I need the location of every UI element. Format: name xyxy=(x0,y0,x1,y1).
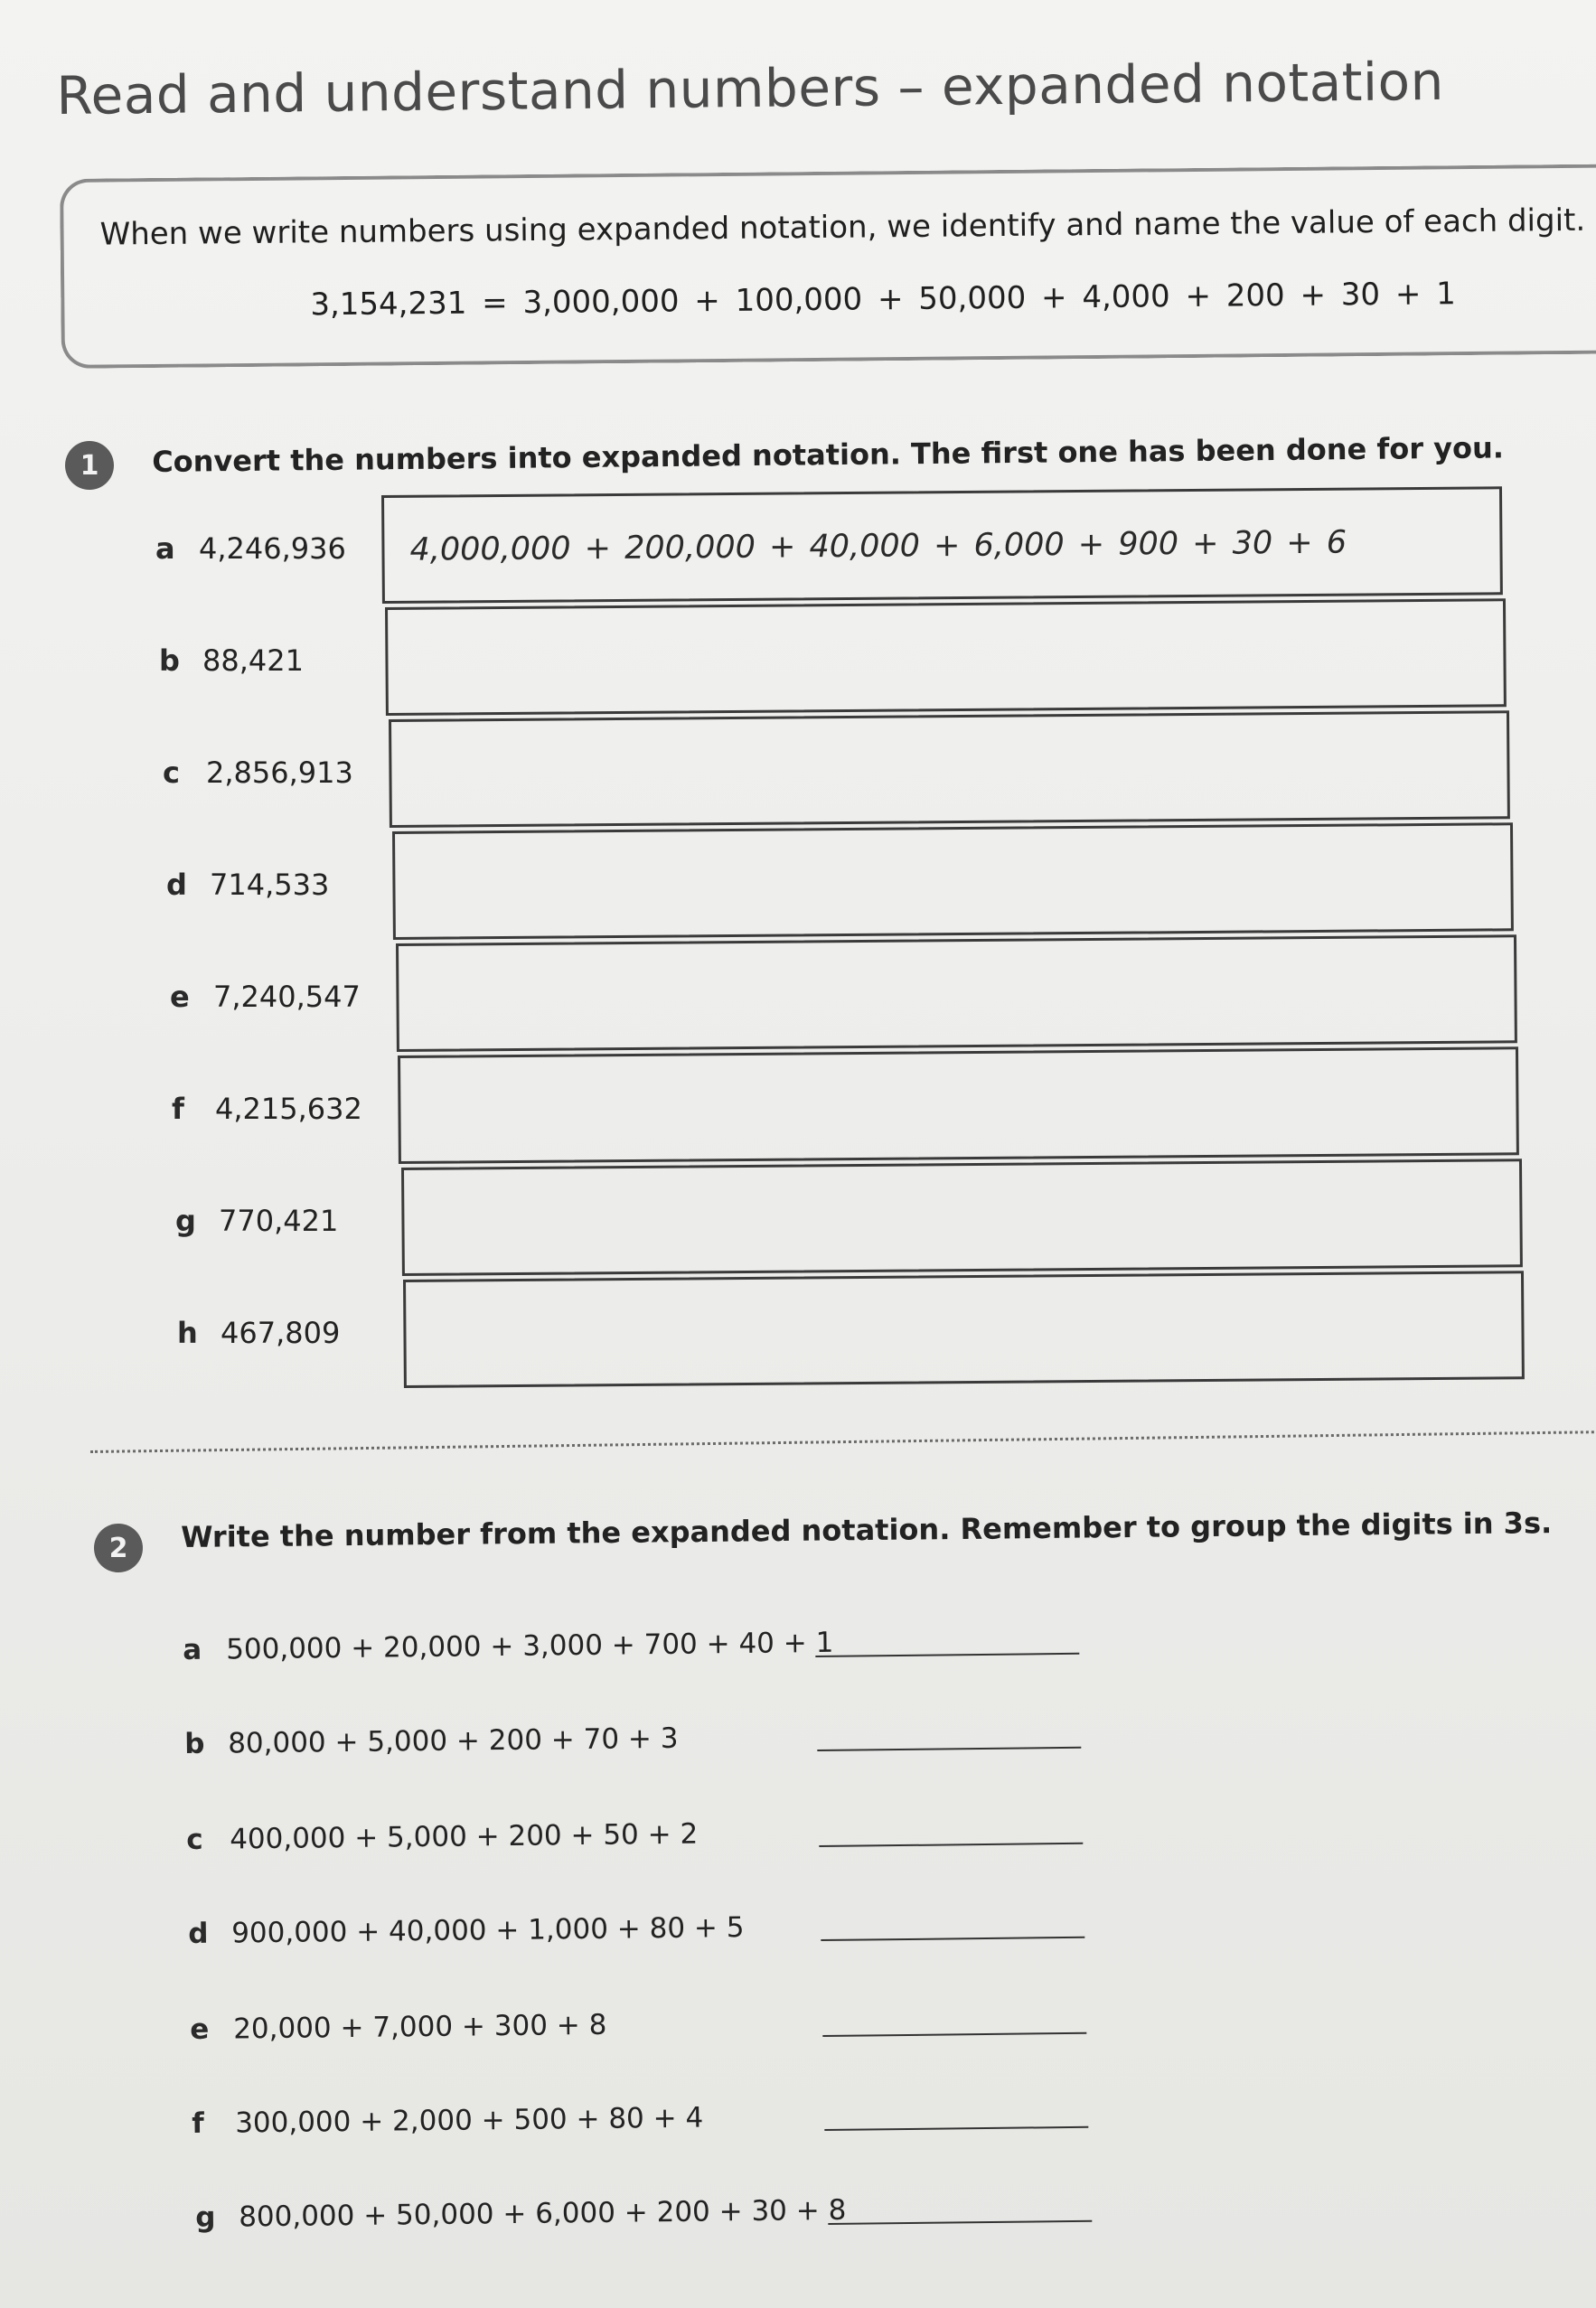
q2-item-expression: 500,000 + 20,000 + 3,000 + 700 + 40 + 1 xyxy=(225,1626,834,1666)
question-1-instruction: Convert the numbers into expanded notation. The first one has been done for you. xyxy=(152,430,1505,479)
q2-item-c xyxy=(186,1817,699,1878)
q2-item-d xyxy=(188,1911,745,1972)
q1-item-number: 7,240,547 xyxy=(213,980,361,1014)
q1-answer-box[interactable] xyxy=(389,710,1510,828)
question-1-badge: 1 xyxy=(65,441,114,490)
info-box xyxy=(60,164,1596,369)
q2-item-letter: f xyxy=(192,2106,204,2140)
q1-answer-box[interactable] xyxy=(381,486,1503,604)
q1-item-letter: d xyxy=(166,868,187,902)
q1-item-letter: e xyxy=(170,980,190,1014)
q1-item-letter: a xyxy=(155,531,175,566)
q2-item-letter: a xyxy=(183,1633,202,1666)
q1-answer-box[interactable] xyxy=(392,822,1514,940)
question-2-badge: 2 xyxy=(94,1524,143,1572)
q2-answer-line[interactable] xyxy=(819,1843,1083,1847)
q2-answer-line[interactable] xyxy=(824,2126,1088,2131)
q2-item-expression: 800,000 + 50,000 + 6,000 + 200 + 30 + 8 xyxy=(238,2193,847,2234)
section-divider xyxy=(90,1431,1596,1453)
q1-answer-box[interactable] xyxy=(385,598,1507,716)
q1-item-letter: b xyxy=(159,643,180,678)
q1-item-number: 4,215,632 xyxy=(215,1092,362,1126)
q2-item-b xyxy=(184,1722,679,1782)
q1-item-letter: h xyxy=(177,1316,198,1350)
q2-item-expression: 80,000 + 5,000 + 200 + 70 + 3 xyxy=(227,1722,679,1760)
q2-item-e xyxy=(190,2008,607,2068)
q1-item-letter: g xyxy=(175,1204,196,1238)
q1-item-number: 770,421 xyxy=(219,1204,339,1238)
q2-answer-line[interactable] xyxy=(822,2032,1086,2037)
q1-item-letter: f xyxy=(172,1092,184,1126)
q2-item-letter: b xyxy=(184,1727,205,1760)
q2-item-expression: 300,000 + 2,000 + 500 + 80 + 4 xyxy=(234,2101,704,2140)
info-example: 3,154,231 = 3,000,000 + 100,000 + 50,000 + 4,000 + 200 + 30 + 1 xyxy=(310,276,1456,324)
q2-item-expression: 20,000 + 7,000 + 300 + 8 xyxy=(232,2008,607,2046)
q1-item-number: 467,809 xyxy=(221,1316,341,1350)
q1-item-letter: c xyxy=(163,755,180,790)
q1-item-number: 88,421 xyxy=(202,643,304,678)
q2-item-g xyxy=(195,2193,847,2256)
q2-item-expression: 400,000 + 5,000 + 200 + 50 + 2 xyxy=(229,1817,699,1856)
q2-item-letter: d xyxy=(188,1917,209,1950)
page-title: Read and understand numbers – expanded notation xyxy=(56,50,1445,127)
q1-answer-box[interactable] xyxy=(401,1159,1523,1276)
q1-answer-box[interactable] xyxy=(398,1046,1519,1164)
q2-item-letter: e xyxy=(190,2012,210,2046)
q2-answer-line[interactable] xyxy=(817,1747,1081,1751)
q1-item-number: 2,856,913 xyxy=(206,755,353,790)
q2-item-letter: g xyxy=(195,2200,216,2234)
q2-answer-line[interactable] xyxy=(828,2220,1092,2225)
q2-answer-line[interactable] xyxy=(815,1653,1079,1657)
info-text: When we write numbers using expanded notation, we identify and name the value of each digit. xyxy=(99,202,1586,253)
q1-answer-box[interactable] xyxy=(396,934,1517,1052)
q1-item-number: 714,533 xyxy=(210,868,330,902)
question-2-instruction: Write the number from the expanded notation. Remember to group the digits in 3s. xyxy=(181,1506,1553,1554)
q1-answer-box[interactable] xyxy=(403,1271,1525,1388)
q2-item-expression: 900,000 + 40,000 + 1,000 + 80 + 5 xyxy=(230,1911,745,1950)
q2-item-letter: c xyxy=(186,1823,203,1856)
q1-answer-text: 4,000,000 + 200,000 + 40,000 + 6,000 + 900 + 30 + 6 xyxy=(409,524,1347,568)
q1-item-number: 4,246,936 xyxy=(199,531,346,566)
q2-answer-line[interactable] xyxy=(821,1937,1084,1941)
